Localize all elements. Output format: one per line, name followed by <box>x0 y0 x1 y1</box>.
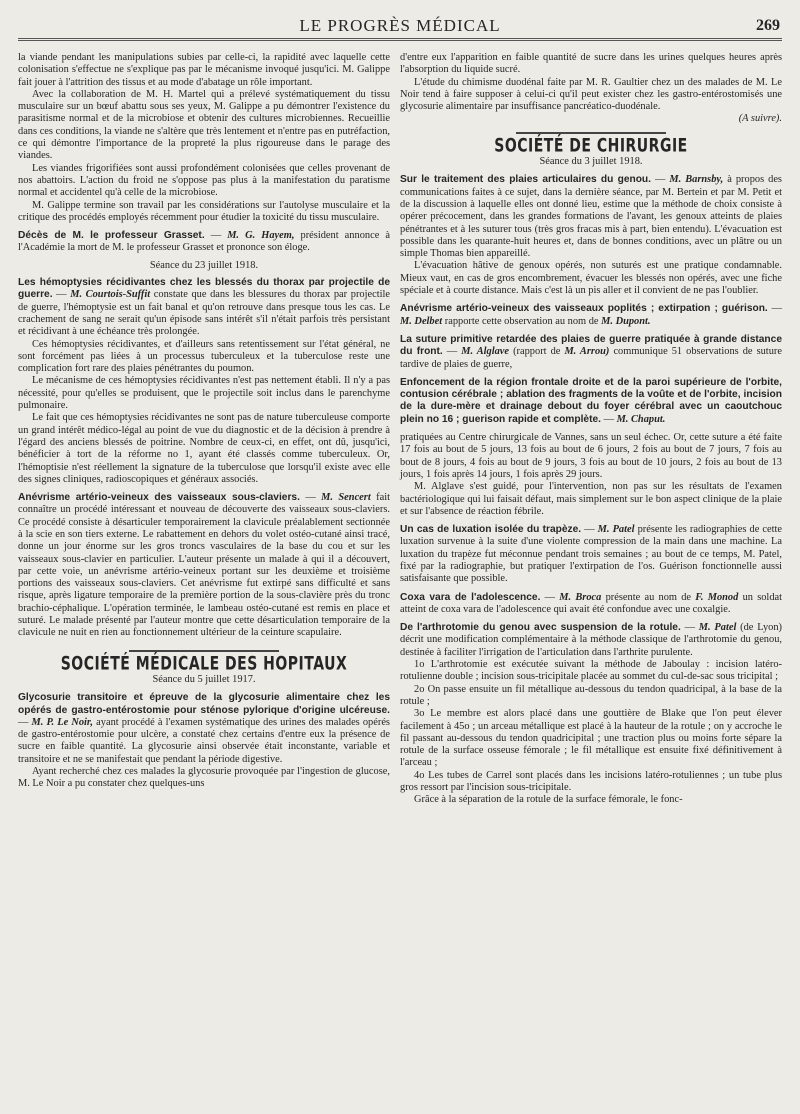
header-rule <box>18 38 782 41</box>
author-name: M. Sencert <box>321 492 371 504</box>
paragraph: M. Galippe termine son travail par les considérations sur l'autolyse musculaire et la critique des procédés employés récemment pour étudier la toxicité du tissu musculaire. <box>18 199 390 223</box>
section-rule <box>516 132 666 134</box>
paragraph: Ayant recherché chez ces malades la glycosurie provoquée par l'ingestion de glucose, M. Le Noir a pu constater chez quelques-uns <box>18 766 390 790</box>
seance-date: Séance du 23 juillet 1918. <box>149 259 259 271</box>
author-name: M. Delbet <box>400 315 443 327</box>
article-title: Anévrisme artério-veineux des vaisseaux poplités ; extirpation ; guérison. <box>400 303 768 315</box>
article-anevrisme: Anévrisme artério-veineux des vaisseaux sous-claviers. — M. Sencert fait connaître un procédé intéressant et nouveau de découverte des vaisseaux sous-claviers. Ce procédé consiste à désarticuler temporairement la clavicule préalablement sectionnée à la scie en son tiers externe. Le rabattement en dehors du volet ostéo-cutané ainsi tracé, donne un jour énorme sur les gros troncs vasculaires de la base du cou et sur les vaisseaux sous-clavier en particulier. L'auteur présente un malade à qui il a découvert, par cette voie, un anévrisme artério-veineux portant sur les deuxième et troisième portions des vaisseaux sous-claviers. Cet anévrisme fut extirpé sans difficulté et sans risque, après ligature temporaire de la première portion de la sous-clavière près du tronc brachio-céphalique. L'opération terminée, le lambeau ostéo-cutané est remis en place et suturé. Le malade présenté par l'auteur montre que cette désarticulation temporaire de la clavicule ne nuit en rien au fonctionnement ultérieur de la ceinture scapulaire. <box>18 492 391 639</box>
article-text: président annonce à l'Académie la mort de M. le professeur Grasset et prononce son éloge. <box>18 230 390 254</box>
left-column <box>18 52 390 791</box>
article-suture: La suture primitive retardée des plaies de guerre pratiquée à grande distance du front. — M. Alglave (rapport de M. Arrou) communique 51 observations de suture tardive de plaies de guerre, <box>400 333 782 370</box>
author-name: M. Dupont. <box>601 315 651 327</box>
article-title: Un cas de luxation isolée du trapèze. <box>400 524 582 536</box>
right-column <box>400 52 782 807</box>
article-text: présente au nom de <box>605 591 692 603</box>
article-coxa-vara: Coxa vara de l'adolescence. — M. Broca présente au nom de F. Monod un soldat atteint de coxa vara de l'adolescence qui avait été confondue avec une coxalgie. <box>400 591 783 615</box>
paragraph: Grâce à la séparation de la rotule de la surface fémorale, le fonc- <box>414 794 683 806</box>
article-title: Glycosurie transitoire et épreuve de la glycosurie alimentaire chez les opérés de gastro-entérostomie pour sténose pylorique d'origine ulcéreuse. <box>18 692 390 716</box>
article-deces: Décès de M. le professeur Grasset. — M. G. Hayem, président annonce à l'Académie la mort de M. le professeur Grasset et prononce son éloge. <box>18 230 390 254</box>
article-title: Enfoncement de la région frontale droite et de la paroi supérieure de l'orbite, contusion cérébrale ; ablation des fragments de la voûte et de l'orbite, incision de la dure-mère et drainage debout du foyer cérébral avec un caoutchouc plein no 16 ; guerison rapide et complète. <box>400 376 782 425</box>
author-name: M. Alglave <box>461 346 510 358</box>
article-text: à propos des communications faites à ce sujet, dans la dernière séance, par M. Bertein et par M. Petit et de la discussion à laquelle elles ont donné lieu, estime que la méthode de choix consiste à opérer précocement, dans les grandes formations de l'avant, les genoux atteints de plaies pénétrantes et à les suturer tous (très gros fracas mis à part, bien entendu). L'évacuation est possible dans les quarante-huit heures et, dans de bonnes conditions, avec un plâtre ou un simple Thomas bien appareillé. <box>400 174 782 260</box>
article-text: constate que dans les blessures du thorax par projectile de guerre, l'hémoptysie est un fait banal et qu'on retrouve dans presque tous les cas. Le crachement de sang ne serait qu'un épisode sans intérêt s'il n'était parfois très persistant et récidivant à une échéance très prolongée. <box>18 289 390 338</box>
article-arthrotomie: De l'arthrotomie du genou avec suspension de la rotule. — M. Patel (de Lyon) décrit une modification complémentaire à la méthode classique de l'arthrotomie du genou, destinée à faciliter l'irrigation de l'articulation dans l'arthrite purulente. <box>400 622 783 658</box>
article-text: ayant procédé à l'examen systématique des urines des malades opérés de gastro-entérostomie pour ulcère, a constaté chez certains d'entre eux la présence de sucre en faible quantité. La glycosurie ainsi observée était inconstante, variable et transitoire et ne se manifestait que pendant la période digestive. <box>18 716 390 765</box>
article-text: communique 51 observations de suture tardive de plaies de guerre, <box>400 346 782 370</box>
paragraph: Ces hémoptysies récidivantes, et d'ailleurs sans retentissement sur l'état général, ne sont forcément pas liées à un processus tuberculeux et la tuberculose reste une complication fort rare des plaies pénétrantes du poumon. <box>18 338 390 375</box>
paragraph: L'étude du chimisme duodénal faite par M. R. Gaultier chez un des malades de M. Le Noir tend à faire supposer à celui-ci qu'il peut exister chez les gastro-entérostomisés une glycosurie alimentaire par insuffisance pancréatico-duodénale. <box>400 76 782 113</box>
article-title: Sur le traitement des plaies articulaires du genou. <box>400 174 651 186</box>
author-name: F. Monod <box>695 591 739 603</box>
author-name: M. G. Hayem, <box>227 230 295 242</box>
paragraph: M. Alglave s'est guidé, pour l'intervention, non pas sur les résultats de l'examen bactériologique qui lui faisait défaut, mais simplement sur le bon aspect clinique de la plaie et sur l'absence de réaction fébrile. <box>400 481 782 517</box>
section-rule <box>129 650 279 652</box>
article-title: Coxa vara de l'adolescence. <box>400 591 541 603</box>
author-name: M. Barnsby, <box>669 174 724 186</box>
article-text: rapporte cette observation au nom de <box>444 315 599 327</box>
article-title: Anévrisme artério-veineux des vaisseaux sous-claviers. <box>18 492 300 504</box>
paragraph: pratiquées au Centre chirurgicale de Vannes, sans un seul échec. Or, cette suture a été faite 17 fois au bout de 5 jours, 13 fois au bout de 6 jours, 2 fois au bout de 7 jours, 7 fois au bout de 8 jours, 4 fois au bout de 9 jours, 3 fois au bout de 10 jours, 2 fois au bout de 13 jours, 1 fois après 14 jours, 1 fois après 29 jours. <box>400 432 782 480</box>
article-title: Les hémoptysies récidivantes chez les blessés du thorax par projectile de guerre. <box>18 277 390 301</box>
article-luxation: Un cas de luxation isolée du trapèze. — M. Patel présente les radiographies de cette luxation survenue à la suite d'une violente compression de la main dans une machine. La luxation du trapèze fut méconnue pendant trois semaines ; au bout de ce temps, M. Patel, fixé par la radiographie, but pratiquer l'extirpation de l'os. Guérison fonctionnelle aussi satisfaisante que possible. <box>400 524 782 585</box>
seance-date: Séance du 5 juillet 1917. <box>152 673 256 685</box>
article-text: un soldat atteint de coxa vara de l'adolescence qui avait été confondue avec une coxalgie. <box>400 591 783 615</box>
article-enfoncement: Enfoncement de la région frontale droite et de la paroi supérieure de l'orbite, contusion cérébrale ; ablation des fragments de la voûte et de l'orbite, incision de la dure-mère et drainage debout du foyer cérébral avec un caoutchouc plein no 16 ; guerison rapide et complète. — M. Chaput. <box>400 376 782 425</box>
article-plaies: Sur le traitement des plaies articulaires du genou. — M. Barnsby, à propos des communications faites à ce sujet, dans la dernière séance, par M. Bertein et par M. Petit et de la discussion à laquelle elles ont donné lieu, estime que la méthode de choix consiste à opérer précocement, dans les grandes formations de l'avant, les genoux atteints de plaies pénétrantes et à les suturer tous (très gros fracas mis à part, bien entendu). L'évacuation est possible dans les quarante-huit heures et, dans de bonnes conditions, avec un plâtre ou un simple Thomas bien appareillé. <box>400 174 782 260</box>
author-name: M. Courtois-Suffit <box>70 289 151 301</box>
article-title: La suture primitive retardée des plaies de guerre pratiquée à grande distance du front. <box>400 333 782 358</box>
author-name: M. Broca <box>559 591 602 603</box>
suivre-text: (A suivre). <box>738 113 782 125</box>
paragraph: la viande pendant les manipulations subies par celle-ci, la rapidité avec laquelle cette colonisation s'effectue ne s'explique pas par le mécanisme invoqué jusqu'ici. M. Galippe fait jouer à l'attrition des tissus et au mode d'abatage un rôle important. <box>18 52 390 88</box>
article-hemoptysies: Les hémoptysies récidivantes chez les blessés du thorax par projectile de guerre. — M. Courtois-Suffit constate que dans les blessures du thorax par projectile de guerre, l'hémoptysie est un fait banal et qu'on retrouve dans presque tous les cas. Le crachement de sang ne serait qu'un épisode sans intérêt s'il n'était parfois très persistant et récidivant à une échéance très prolongée. <box>18 277 390 338</box>
article-text: fait connaître un procédé intéressant et nouveau de découverte des vaisseaux sous-claviers. Ce procédé consiste à désarticuler temporairement la clavicule préalablement sectionnée à la scie en son tiers externe. Le rabattement en dehors du volet ostéo-cutané ainsi tracé, donne un jour énorme sur les gros troncs vasculaires de la base du cou et sur les vaisseaux sous-clavier en particulier. L'auteur présente un malade à qui il a découvert, par cette voie, un anévrisme artério-veineux portant sur les deuxième et troisième portions des vaisseaux sous-claviers. Cet anévrisme fut extirpé sans difficulté et sans risque, après ligature temporaire de la première portion de la sous-clavière près du tronc brachio-céphalique. L'opération terminée, le lambeau ostéo-cutané est remis en place et suturé. Le malade présenté par l'auteur montre que cette désarticulation temporaire de la clavicule ne nuit en rien au fonctionnement ultérieur de la ceinture scapulaire. <box>18 492 391 639</box>
seance-date: Séance du 3 juillet 1918. <box>539 156 643 168</box>
section-title: SOCIÉTÉ MÉDICALE DES HOPITAUX <box>60 652 348 675</box>
author-name: M. Patel <box>597 524 635 536</box>
to-be-continued <box>400 113 782 125</box>
journal-title: LE PROGRÈS MÉDICAL <box>299 16 501 35</box>
procedure-step: 4o Les tubes de Carrel sont placés dans les incisions latéro-rotuliennes ; un tube plus gros ressort par l'incision sous-tricipitale. <box>400 769 782 794</box>
author-name: M. Chaput. <box>616 413 666 425</box>
author-name: M. Patel <box>698 622 737 634</box>
article-text: présente les radiographies de cette luxation survenue à la suite d'une violente compression de la main dans une machine. La luxation du trapèze fut méconnue pendant trois semaines ; au bout de ce temps, M. Patel, fixé par la radiographie, but pratiquer l'extirpation de l'os. Guérison fonctionnelle aussi satisfaisante que possible. <box>400 524 782 585</box>
paragraph: Le mécanisme de ces hémoptysies récidivantes n'est pas nettement établi. Il n'y a pas nécessité, pour qu'elles se produisent, que le projectile soit inclus dans le parenchyme pulmonaire. <box>18 375 390 412</box>
article-title: De l'arthrotomie du genou avec suspension de la rotule. <box>400 622 681 634</box>
section-title: SOCIÉTÉ DE CHIRURGIE <box>494 134 688 157</box>
procedure-step: 3o Le membre est alors placé dans une gouttière de Blake que l'on peut élever facilement à 45o ; un arceau métallique est placé à la hauteur de la rotule ; on y accroche le fil passant au-dessous du tendon quadricipital ; une traction plus ou moins forte sépare la rotule de la surface osseuse fémorale ; le fil métallique est ensuite fixé définitivement à l'arceau ; <box>400 708 782 769</box>
article-text: (rapport de <box>513 346 561 358</box>
page-number: 269 <box>756 17 780 34</box>
author-name: M. P. Le Noir, <box>31 716 94 728</box>
article-title: Décès de M. le professeur Grasset. <box>18 230 205 242</box>
procedure-step: 2o On passe ensuite un fil métallique au-dessous du tendon quadricipal, à la base de la rotule ; <box>400 683 782 707</box>
author-name: M. Arrou) <box>564 346 610 358</box>
paragraph: L'évacuation hâtive de genoux opérés, non suturés est une pratique condamnable. Mieux vaut, en cas de gros encombrement, évacuer les blessés non opérés, avec une fiche spéciale et à courte distance. Mais c'est là un pis aller et il convient de ne pas l'oublier. <box>400 260 782 297</box>
article-glycosurie: Glycosurie transitoire et épreuve de la glycosurie alimentaire chez les opérés de gastro-entérostomie pour sténose pylorique d'origine ulcéreuse. — M. P. Le Noir, ayant procédé à l'examen systématique des urines des malades opérés de gastro-entérostomie pour ulcère, a constaté chez certains d'entre eux la présence de sucre en faible quantité. La glycosurie ainsi observée était inconstante, variable et transitoire et ne se manifestait que pendant la période digestive. <box>18 692 390 765</box>
paragraph: d'entre eux l'apparition en faible quantité de sucre dans les urines quelques heures après l'absorption du liquide sucré. <box>400 52 782 76</box>
procedure-step: 1o L'arthrotomie est exécutée suivant la méthode de Jaboulay : incision latéro-rotulienne double ; incision sous-tricipitale placée au sommet du cul-de-sac sous tricipital ; <box>400 659 782 683</box>
article-anevrisme-poplite: Anévrisme artério-veineux des vaisseaux poplités ; extirpation ; guérison. — M. Delbet rapporte cette observation au nom de M. Dupont. <box>400 303 782 327</box>
paragraph: Avec la collaboration de M. H. Martel qui a prélevé systématiquement du tissu musculaire sur un bœuf abattu sous ses yeux, M. Galippe a pu démontrer l'existence du parasitisme normal et de la microbiose et obtenir des cultures microbiennes. Recueillie dans ces conditions, la viande ne s'altère que très lentement et n'entre pas en putréfaction, ce qui démontre l'importance de la propreté la plus rigoureuse dans le parage des viandes. <box>18 88 390 162</box>
paragraph: Les viandes frigorifiées sont aussi profondément colonisées que celles provenant de nos abattoirs. L'action du froid ne s'oppose pas plus à la manifestation du paratisme normal et accidentel qu'à celle de la microbiose. <box>18 162 390 199</box>
paragraph: Le fait que ces hémoptysies récidivantes ne sont pas de nature tuberculeuse comporte un grand intérêt médico-légal au point de vue du diagnostic et de la décision à prendre à l'égard des anciens blessés de poitrine. Nombre de ceux-ci, en effet, ont dû, jusqu'ici, bénéficier à tort de la réforme no 1, ayant été classés comme tuberculeux. Or, l'hémoptisie n'est réellement la signature de la tuberculose que lorsqu'il existe avec elle des signes cliniques, radioscopiques et généraux associés. <box>18 412 390 485</box>
article-text: (de Lyon) décrit une modification complémentaire à la méthode classique de l'arthrotomie du genou, destinée à faciliter l'irrigation de l'articulation dans l'arthrite purulente. <box>400 622 783 658</box>
